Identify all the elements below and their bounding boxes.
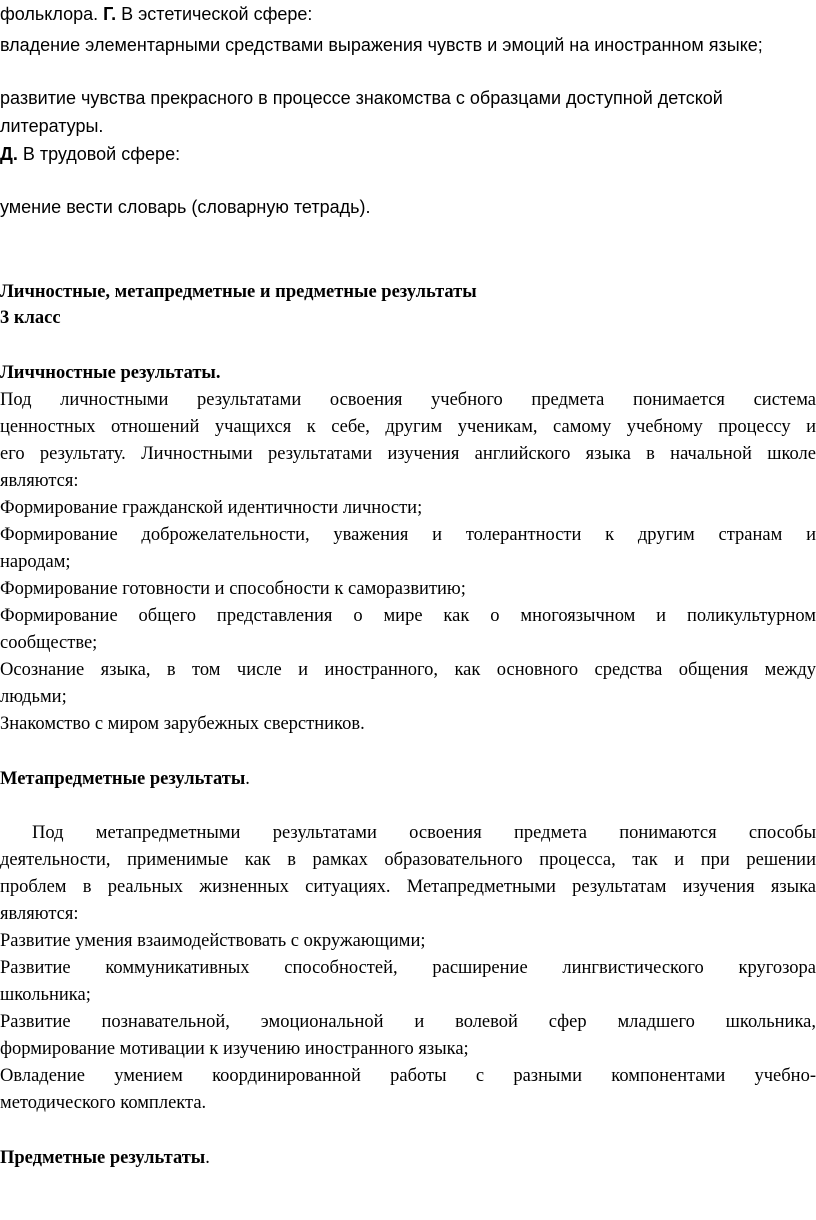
personal-list-item-1: Формирование гражданской идентичности личности; xyxy=(0,498,423,518)
personal-list-item-5-line-2: людьми; xyxy=(0,687,67,707)
personal-line-2: ценностных отношений учащихся к себе, другим ученикам, самому учебному процессу и xyxy=(0,417,816,437)
aesthetic-title-line xyxy=(0,3,312,25)
meta-list-item-2-line-1: Развитие коммуникативных способностей, расширение лингвистического кругозора xyxy=(0,958,816,978)
personal-list-item-4-line-1: Формирование общего представления о мире как о многоязычном и поликультурном xyxy=(0,606,816,626)
meta-list-item-4-line-2: методического комплекта. xyxy=(0,1093,207,1113)
aesthetic-item-1: владение элементарными средствами выражения чувств и эмоций на иностранном языке; xyxy=(0,35,763,55)
subject-results-heading-line xyxy=(0,1147,210,1169)
personal-list-item-3: Формирование готовности и способности к саморазвитию; xyxy=(0,579,466,599)
aesthetic-item-2-line-1: развитие чувства прекрасного в процессе знакомства с образцами доступной детской xyxy=(0,88,723,108)
meta-line-2: деятельности, применимые как в рамках образовательного процесса, так и при решении xyxy=(0,850,816,870)
aesthetic-title: В эстетической сфере: xyxy=(116,4,313,24)
personal-list-item-5-line-1: Осознание языка, в том числе и иностранного, как основного средства общения между xyxy=(0,660,816,680)
meta-line-4: являются: xyxy=(0,904,79,924)
personal-list-item-4-line-2: сообществе; xyxy=(0,633,98,653)
subject-results-heading-dot: . xyxy=(205,1148,210,1168)
personal-list-item-2-line-2: народам; xyxy=(0,552,71,572)
meta-list-item-2-line-2: школьника; xyxy=(0,985,91,1005)
subject-results-heading: Предметные результаты xyxy=(0,1148,206,1168)
personal-results-heading: Личчностные результаты. xyxy=(0,363,221,383)
meta-line-1: Под метапредметными результатами освоения предмета понимаются способы xyxy=(32,823,816,843)
personal-line-3: его результату. Личностными результатами изучения английского языка в начальной школе xyxy=(0,444,816,464)
meta-list-item-4-line-1: Овладение умением координированной работы с разными компонентами учебно- xyxy=(0,1066,816,1086)
labor-letter: Д. xyxy=(0,144,18,164)
meta-results-heading-line xyxy=(0,768,250,790)
aesthetic-letter: Г. xyxy=(103,4,117,24)
personal-line-1: Под личностными результатами освоения учебного предмета понимается система xyxy=(0,390,816,410)
results-heading: Личностные, метапредметные и предметные результаты xyxy=(0,282,477,302)
meta-results-heading-dot: . xyxy=(245,769,250,789)
labor-title: В трудовой сфере: xyxy=(17,144,181,164)
meta-line-3: проблем в реальных жизненных ситуациях. Метапредметными результатам изучения языка xyxy=(0,877,816,897)
labor-title-line xyxy=(0,143,180,165)
personal-list-item-6: Знакомство с миром зарубежных сверстников. xyxy=(0,714,365,734)
labor-item-1: умение вести словарь (словарную тетрадь). xyxy=(0,197,371,217)
aesthetic-lead-text: фольклора. xyxy=(0,4,104,24)
grade-heading: 3 класс xyxy=(0,308,61,328)
meta-list-item-1: Развитие умения взаимодействовать с окружающими; xyxy=(0,931,426,951)
meta-list-item-3-line-1: Развитие познавательной, эмоциональной и волевой сфер младшего школьника, xyxy=(0,1012,816,1032)
personal-list-item-2-line-1: Формирование доброжелательности, уважения и толерантности к другим странам и xyxy=(0,525,816,545)
meta-results-heading: Метапредметные результаты xyxy=(0,769,246,789)
personal-line-4: являются: xyxy=(0,471,79,491)
meta-list-item-3-line-2: формирование мотивации к изучению иностранного языка; xyxy=(0,1039,469,1059)
aesthetic-item-2-line-2: литературы. xyxy=(0,116,104,136)
